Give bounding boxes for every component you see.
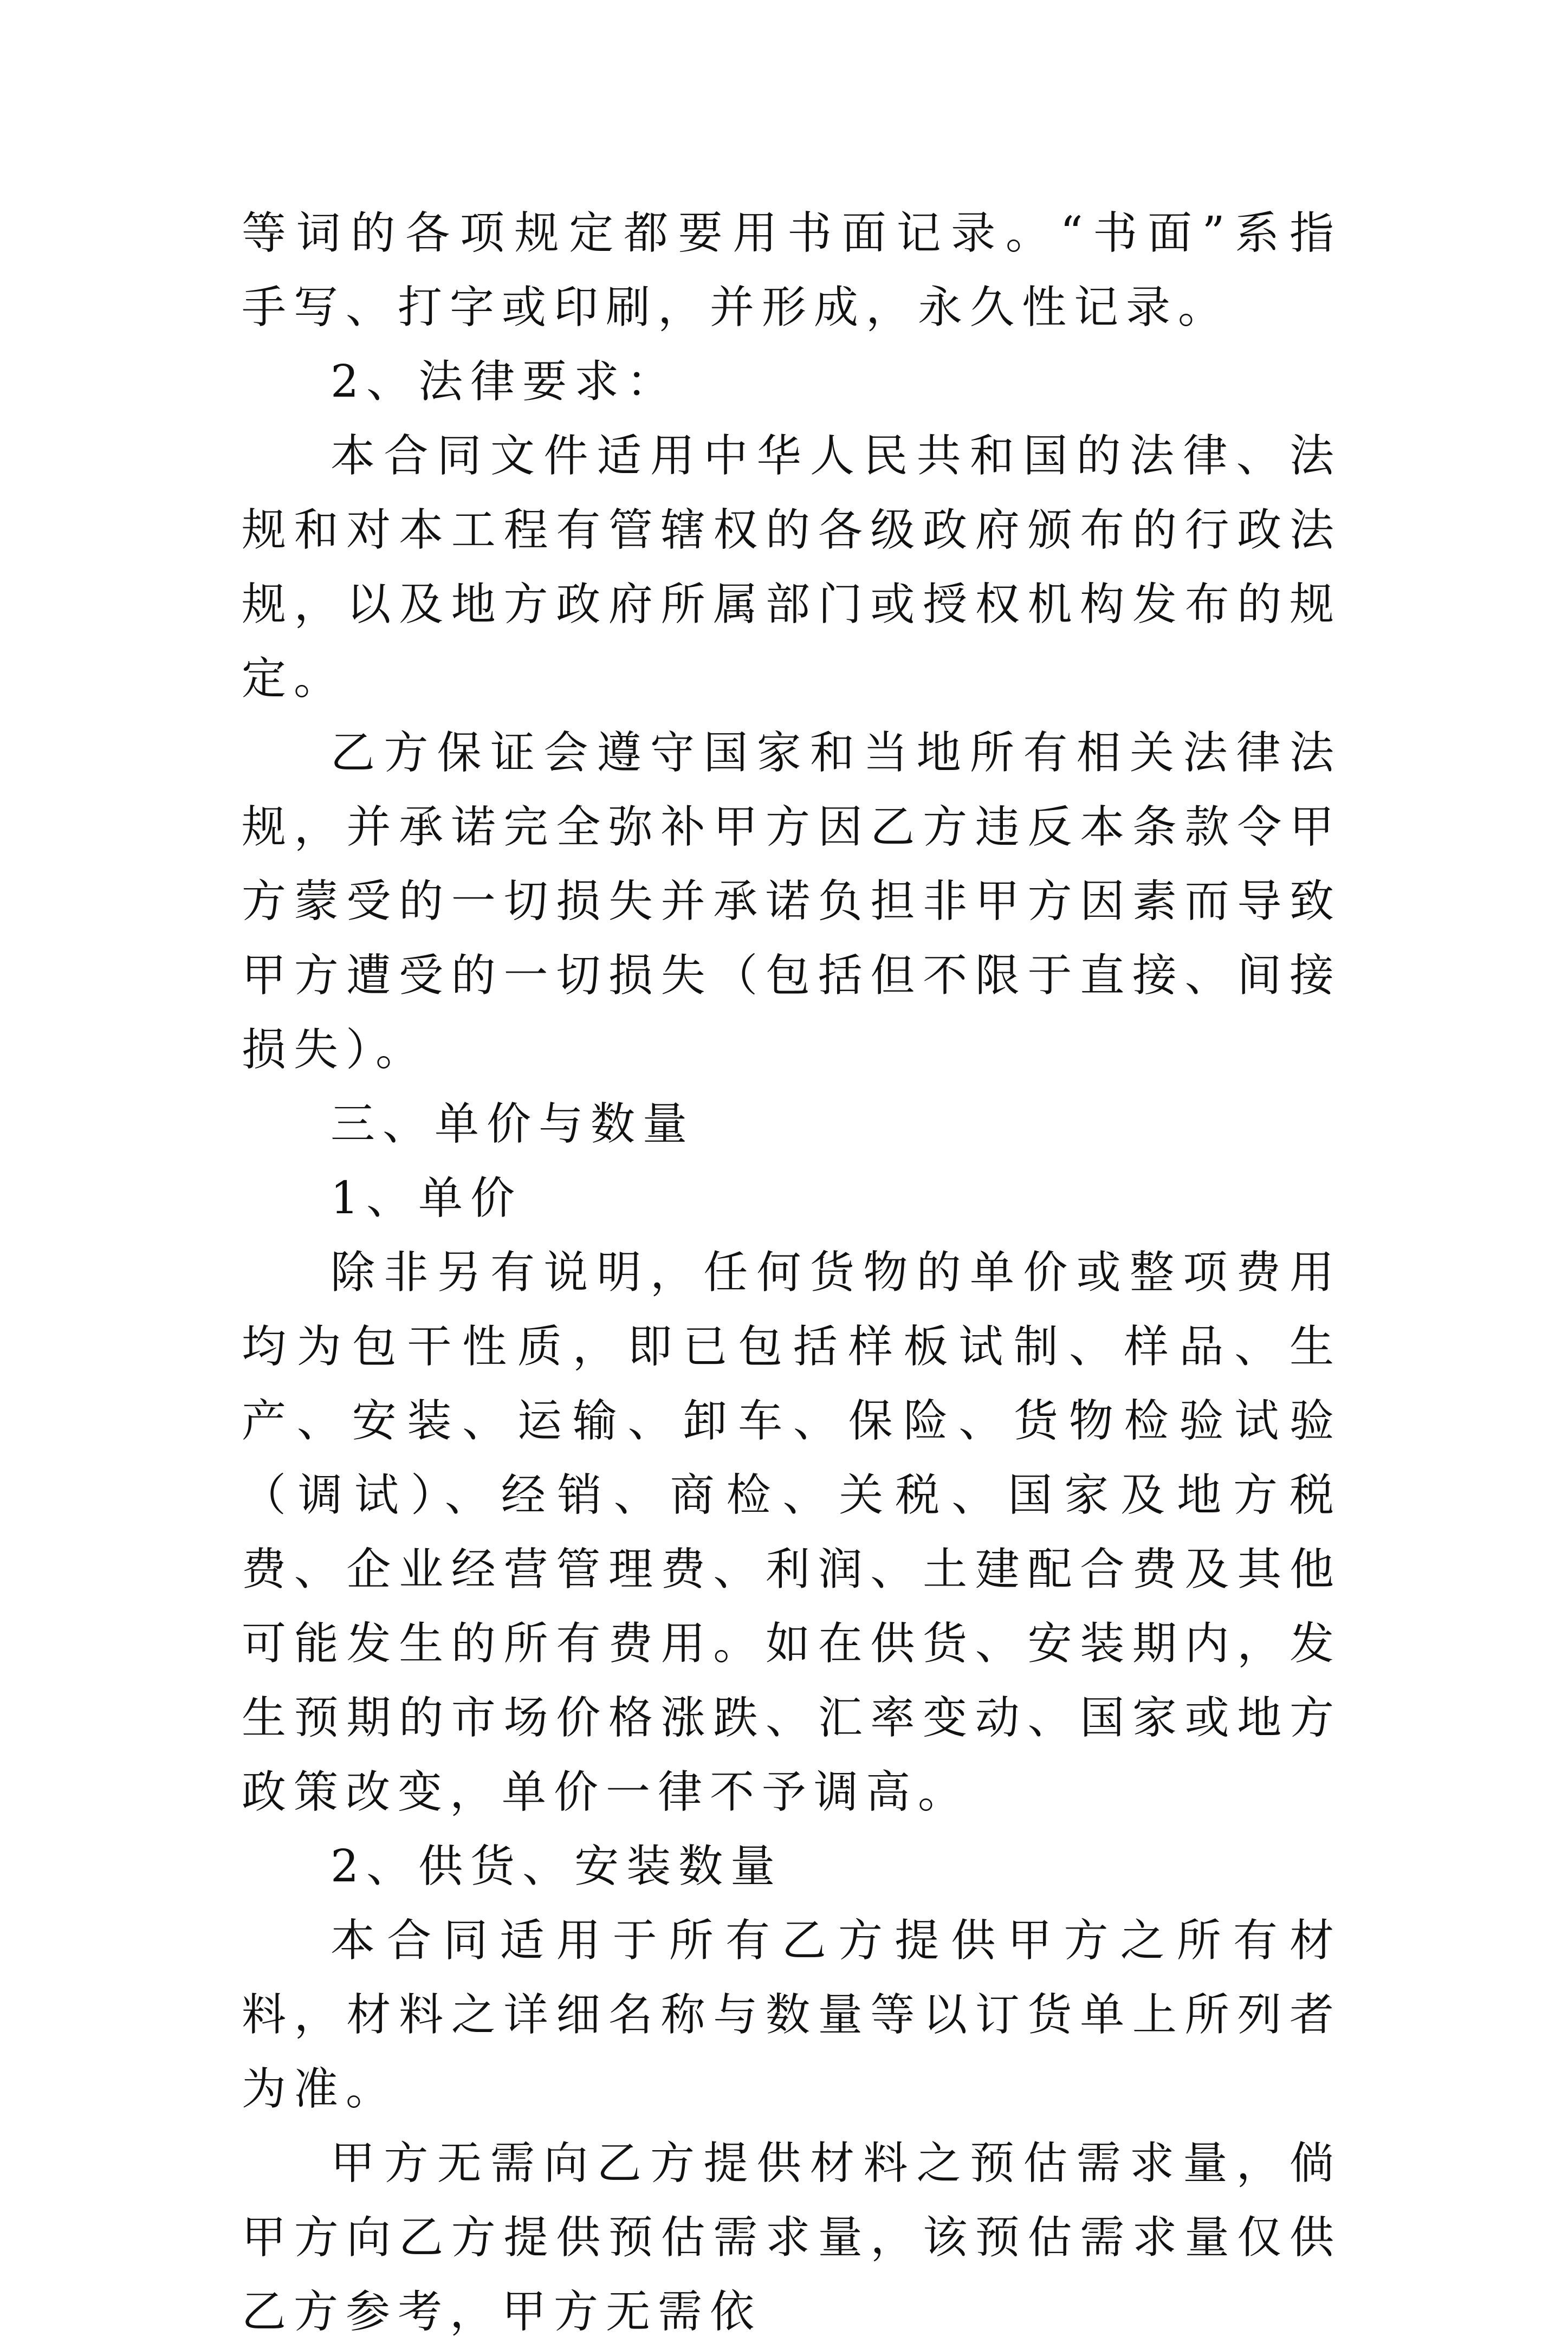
section-heading-supply-installation-quantity: 2、供货、安装数量 xyxy=(331,1841,783,1892)
section-heading-legal-requirements: 2、法律要求： xyxy=(331,356,679,407)
paragraph-continuation: 等词的各项规定都要用书面记录。“书面”系指手写、打字或印刷，并形成，永久性记录。 xyxy=(242,208,1342,333)
section-heading-unit-price: 1、单价 xyxy=(331,1173,523,1224)
paragraph-estimated-demand: 甲方无需向乙方提供材料之预估需求量，倘甲方向乙方提供预估需求量，该预估需求量仅供乙方参考，甲方无需依 xyxy=(242,2138,1342,2338)
paragraph-material-scope: 本合同适用于所有乙方提供甲方之所有材料，材料之详细名称与数量等以订货单上所列者为准。 xyxy=(242,1915,1342,2115)
paragraph-compliance-guarantee: 乙方保证会遵守国家和当地所有相关法律法规，并承诺完全弥补甲方因乙方违反本条款令甲方蒙受的一切损失并承诺负担非甲方因素而导致甲方遭受的一切损失（包括但不限于直接、间接损失）。 xyxy=(242,727,1342,1076)
document-body xyxy=(242,196,1342,2349)
paragraph-unit-price-terms: 除非另有说明，任何货物的单价或整项费用均为包干性质，即已包括样板试制、样品、生产、安装、运输、卸车、保险、货物检验试验（调试）、经销、商检、关税、国家及地方税费、企业经营管理费、利润、土建配合费及其他可能发生的所有费用。如在供货、安装期内，发生预期的市场价格涨跌、汇率变动、国家或地方政策改变，单价一律不予调高。 xyxy=(242,1247,1342,1818)
paragraph-applicable-law: 本合同文件适用中华人民共和国的法律、法规和对本工程有管辖权的各级政府颁布的行政法规，以及地方政府所属部门或授权机构发布的规定。 xyxy=(242,430,1342,704)
chapter-heading-unit-price-quantity: 三、单价与数量 xyxy=(331,1098,695,1150)
